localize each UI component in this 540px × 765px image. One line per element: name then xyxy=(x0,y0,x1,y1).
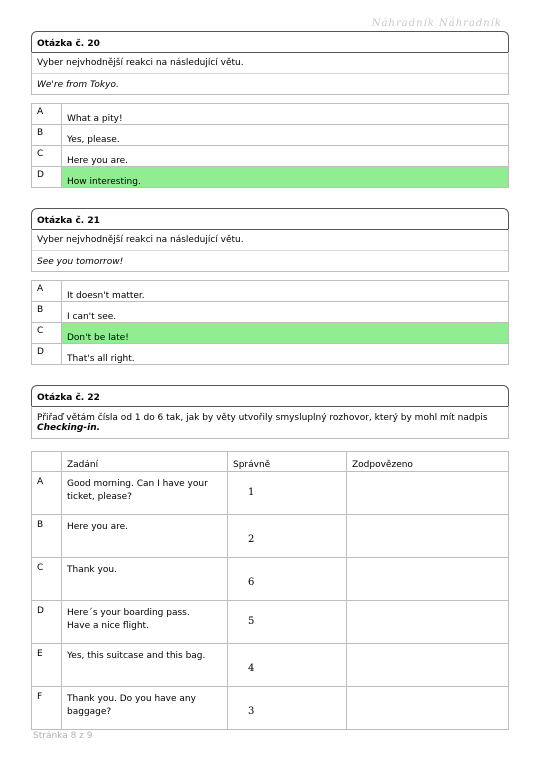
header-task: Zadání xyxy=(62,452,228,472)
row-letter: B xyxy=(32,515,62,558)
row-correct-answer: 6 xyxy=(228,558,347,601)
table-row xyxy=(32,687,509,730)
row-correct-answer: 4 xyxy=(228,644,347,687)
option-text: How interesting. xyxy=(62,167,509,188)
question-21-title: Otázka č. 21 xyxy=(31,208,509,229)
instruction-topic: Checking-in. xyxy=(37,423,101,433)
row-response[interactable] xyxy=(347,601,509,644)
option-text: I can't see. xyxy=(62,302,509,323)
watermark: Náhradník Náhradník xyxy=(371,18,502,29)
table-header-row xyxy=(32,452,509,472)
option-letter: D xyxy=(32,167,62,188)
option-letter: D xyxy=(32,344,62,365)
question-20-prompt: We're from Tokyo. xyxy=(32,73,508,94)
option-letter: B xyxy=(32,302,62,323)
option-letter: A xyxy=(32,281,62,302)
question-21-box xyxy=(31,229,509,272)
option-text: Yes, please. xyxy=(62,125,509,146)
row-correct-answer: 5 xyxy=(228,601,347,644)
option-row-correct[interactable] xyxy=(32,323,509,344)
row-text: Thank you. Do you have any baggage? xyxy=(62,687,228,730)
option-letter: C xyxy=(32,146,62,167)
row-text: Here you are. xyxy=(62,515,228,558)
option-text: What a pity! xyxy=(62,104,509,125)
question-21-prompt: See you tomorrow! xyxy=(32,250,508,271)
header-answered: Zodpovězeno xyxy=(347,452,509,472)
instruction-text: Přiřaď větám čísla od 1 do 6 tak, jak by věty utvořily smysluplný rozhovor, který by mohl mít nadpis xyxy=(37,413,488,423)
row-letter: A xyxy=(32,472,62,515)
option-letter: A xyxy=(32,104,62,125)
table-row xyxy=(32,601,509,644)
row-response[interactable] xyxy=(347,515,509,558)
row-correct-answer: 3 xyxy=(228,687,347,730)
question-21-instruction: Vyber nejvhodnější reakci na následující větu. xyxy=(37,235,244,245)
row-correct-answer: 1 xyxy=(228,472,347,515)
row-response[interactable] xyxy=(347,472,509,515)
option-text: Here you are. xyxy=(62,146,509,167)
row-letter: C xyxy=(32,558,62,601)
option-row[interactable] xyxy=(32,302,509,323)
option-row[interactable] xyxy=(32,344,509,365)
option-text: That's all right. xyxy=(62,344,509,365)
option-row[interactable] xyxy=(32,281,509,302)
row-letter: F xyxy=(32,687,62,730)
question-20-options xyxy=(31,103,509,188)
question-22-instruction xyxy=(32,406,508,439)
header-correct: Správně xyxy=(228,452,347,472)
question-22-box xyxy=(31,406,509,439)
matching-table xyxy=(31,451,509,730)
option-row[interactable] xyxy=(32,146,509,167)
row-letter: D xyxy=(32,601,62,644)
option-row[interactable] xyxy=(32,125,509,146)
table-row xyxy=(32,472,509,515)
page-number: Stránka 8 z 9 xyxy=(33,731,93,741)
table-row xyxy=(32,515,509,558)
row-response[interactable] xyxy=(347,558,509,601)
option-letter: C xyxy=(32,323,62,344)
row-response[interactable] xyxy=(347,687,509,730)
option-letter: B xyxy=(32,125,62,146)
question-22-title: Otázka č. 22 xyxy=(31,385,509,406)
question-20-title: Otázka č. 20 xyxy=(31,31,509,52)
row-text: Here´s your boarding pass. Have a nice flight. xyxy=(62,601,228,644)
header-blank xyxy=(32,452,62,472)
row-text: Good morning. Can I have your ticket, please? xyxy=(62,472,228,515)
question-20-box xyxy=(31,52,509,95)
question-20-instruction: Vyber nejvhodnější reakci na následující větu. xyxy=(37,58,244,68)
row-text: Thank you. xyxy=(62,558,228,601)
table-row xyxy=(32,558,509,601)
option-row-correct[interactable] xyxy=(32,167,509,188)
row-letter: E xyxy=(32,644,62,687)
option-text: It doesn't matter. xyxy=(62,281,509,302)
row-correct-answer: 2 xyxy=(228,515,347,558)
question-21-options xyxy=(31,280,509,365)
row-text: Yes, this suitcase and this bag. xyxy=(62,644,228,687)
row-response[interactable] xyxy=(347,644,509,687)
table-row xyxy=(32,644,509,687)
option-row[interactable] xyxy=(32,104,509,125)
option-text: Don't be late! xyxy=(62,323,509,344)
